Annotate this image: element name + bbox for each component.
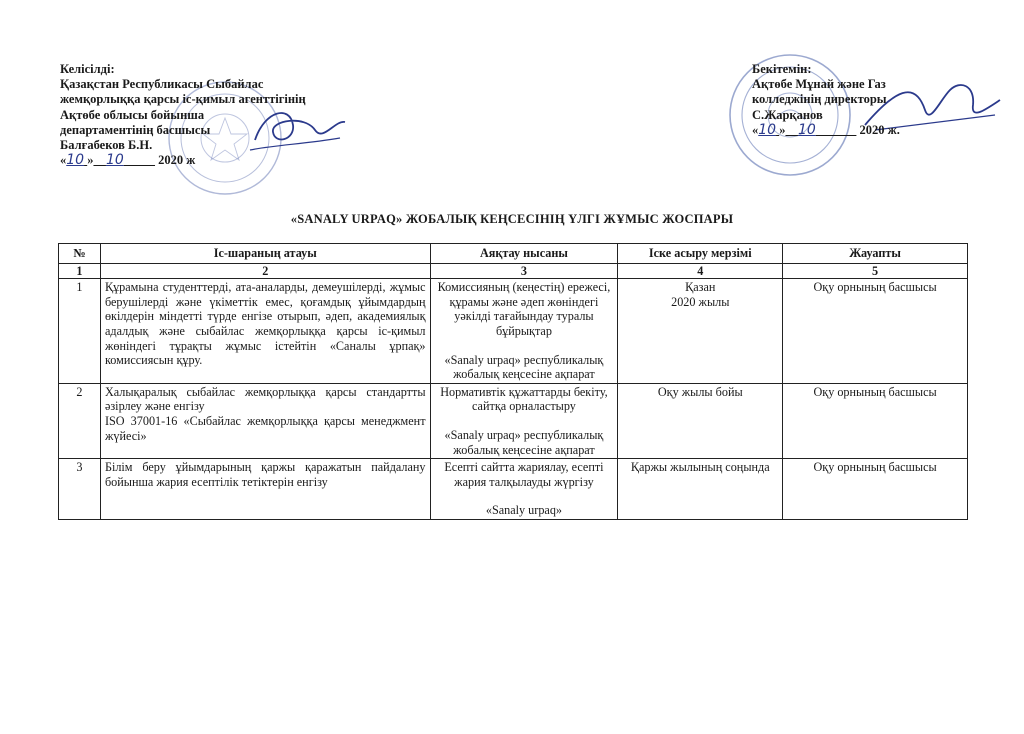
approval-right-line: колледжінің директоры — [752, 92, 887, 107]
approval-left — [60, 62, 360, 168]
approval-right-heading: Бекітемін: — [752, 62, 812, 76]
table-row — [59, 383, 968, 458]
table-row — [59, 279, 968, 384]
implementation-term: Қазан 2020 жылы — [618, 279, 783, 384]
table-header-row — [59, 244, 968, 264]
column-header: Аяқтау нысаны — [430, 244, 618, 264]
date-year: 2020 ж. — [859, 122, 900, 137]
column-number: 4 — [618, 263, 783, 279]
completion-form: Нормативтік құжаттарды бекіту, сайтқа орналастыру «Sanaly urpaq» республикалық жобалық кеңсесіне ақпарат — [430, 383, 618, 458]
event-name: Халықаралық сыбайлас жемқорлыққа қарсы стандартты әзірлеу және енгізу ISO 37001-16 «Сыбайлас жемқорлыққа қарсы менеджмент жүйесі» — [100, 383, 430, 458]
date-day-handwritten: 10 — [758, 121, 777, 138]
column-number: 3 — [430, 263, 618, 279]
column-number: 2 — [100, 263, 430, 279]
row-number: 2 — [59, 383, 101, 458]
approval-left-line: Ақтөбе облысы бойынша — [60, 107, 205, 122]
responsible: Оқу орнының басшысы — [783, 279, 968, 384]
column-number: 1 — [59, 263, 101, 279]
responsible: Оқу орнының басшысы — [783, 383, 968, 458]
column-header: Іске асыру мерзімі — [618, 244, 783, 264]
column-number: 5 — [783, 263, 968, 279]
approval-left-line: Балғабеков Б.Н. — [60, 138, 153, 153]
column-header: Іс-шараның атауы — [100, 244, 430, 264]
approval-left-line: Қазақстан Республикасы Сыбайлас — [60, 77, 264, 92]
date-day-handwritten: 10 — [66, 152, 85, 169]
event-name: Білім беру ұйымдарының қаржы қаражатын пайдалану бойынша жария есептілік тетіктерін енгізу — [100, 459, 430, 520]
date-month-handwritten: 10 — [105, 152, 124, 169]
completion-form: Комиссияның (кеңестің) ережесі, құрамы және әдеп жөніндегі уәкілді тағайындау туралы бұйрықтар «Sanaly urpaq» республикалық жобалық кеңсесіне ақпарат — [430, 279, 618, 384]
approval-right-date: «10 » 10 2020 ж. — [752, 121, 900, 138]
implementation-term: Қаржы жылының соңында — [618, 459, 783, 520]
approval-left-date: «10 » 10 2020 ж — [60, 152, 196, 169]
event-name: Құрамына студенттерді, ата-аналарды, демеушілерді, жұмыс берушілерді және үкіметтік емес, қоғамдық ұйымдардың өкілдерін міндетті түрде енгізе отырып, әдеп, академиялық адалдық және сыбайлас жемқорлыққа қарсы іс-қимыл жөніндегі тұрақты жұмыс істейтін «Саналы ұрпақ» комиссиясын құру. — [100, 279, 430, 384]
column-number-row — [59, 263, 968, 279]
table-row — [59, 459, 968, 520]
implementation-term: Оқу жылы бойы — [618, 383, 783, 458]
column-header: Жауапты — [783, 244, 968, 264]
approval-left-line: жемқорлыққа қарсы іс-қимыл агенттігінің — [60, 92, 306, 107]
column-header: № — [59, 244, 101, 264]
row-number: 3 — [59, 459, 101, 520]
approval-left-line: департаментінің басшысы — [60, 122, 211, 137]
row-number: 1 — [59, 279, 101, 384]
date-year: 2020 ж — [158, 153, 196, 168]
work-plan-table — [58, 243, 968, 520]
page-title: «SANALY URPAQ» ЖОБАЛЫҚ КЕҢСЕСІНІҢ ҮЛГІ ЖҰМЫС ЖОСПАРЫ — [290, 212, 734, 226]
approval-left-heading: Келісілді: — [60, 62, 115, 76]
approval-right-line: С.Жарқанов — [752, 107, 823, 122]
date-month-handwritten: 10 — [797, 121, 816, 138]
approval-right — [752, 62, 972, 138]
completion-form: Есепті сайтта жариялау, есепті жария талқылауды жүргізу «Sanaly urpaq» — [430, 459, 618, 520]
approval-right-line: Ақтөбе Мұнай және Газ — [752, 77, 886, 92]
responsible: Оқу орнының басшысы — [783, 459, 968, 520]
